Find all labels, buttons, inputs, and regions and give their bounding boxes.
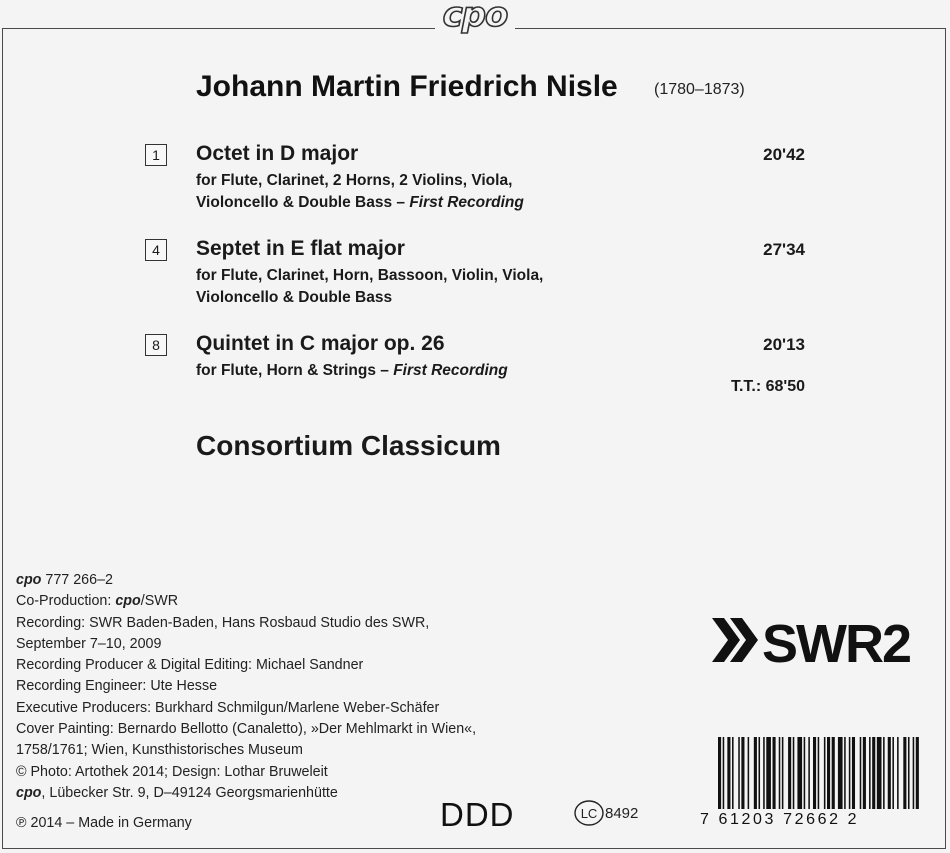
barcode-bar <box>897 737 899 809</box>
barcode-bar <box>773 737 776 809</box>
producer-line: Recording Producer & Digital Editing: Michael Sandner <box>16 657 364 674</box>
barcode-bar <box>732 737 734 809</box>
ean-barcode <box>718 737 922 809</box>
recording-line: Recording: SWR Baden-Baden, Hans Rosbaud Studio des SWR, <box>16 614 430 631</box>
barcode-bar <box>793 737 795 809</box>
copyright-line: ℗ 2014 – Made in Germany <box>16 815 192 831</box>
cpo-wordmark: cpo <box>16 572 42 588</box>
first-recording-note: First Recording <box>409 194 524 211</box>
barcode-bar <box>832 737 835 809</box>
swr2-logo <box>710 610 910 670</box>
track-title: Octet in D major <box>196 142 359 165</box>
track-duration: 20'13 <box>763 335 805 354</box>
barcode-bar <box>852 737 855 809</box>
track-instrumentation <box>196 360 508 382</box>
barcode-bar <box>908 737 910 809</box>
barcode-bar <box>727 737 730 809</box>
instrumentation-line <box>196 287 543 309</box>
barcode-bar <box>804 737 806 809</box>
track-instrumentation <box>196 170 524 214</box>
instrumentation-line: for Flute, Clarinet, 2 Horns, 2 Violins, Viola, <box>196 172 513 189</box>
barcode-bar <box>754 737 757 809</box>
cover-painting-line: Cover Painting: Bernardo Bellotto (Canaletto), »Der Mehlmarkt in Wien«, <box>16 721 477 738</box>
cpo-logo <box>0 0 950 35</box>
barcode-digits: 7 61203 72662 2 <box>700 811 860 828</box>
swr2-logo-text: SWR2 <box>762 614 910 670</box>
barcode-bar <box>748 737 750 809</box>
composer-name: Johann Martin Friedrich Nisle <box>196 70 618 103</box>
track-duration: 27'34 <box>763 240 805 259</box>
barcode-bar <box>827 737 830 809</box>
instrumentation-text: for Flute, Horn & Strings – <box>196 362 394 379</box>
track-instrumentation <box>196 265 543 309</box>
barcode-bar <box>788 737 791 809</box>
barcode-bar <box>723 737 725 809</box>
barcode-bar <box>892 737 894 809</box>
label-code-number: 8492 <box>605 805 639 822</box>
instrumentation-text: Violoncello & Double Bass – <box>196 194 410 211</box>
executive-producers-line: Executive Producers: Burkhard Schmilgun/Marlene Weber-Schäfer <box>16 699 440 716</box>
barcode-bar <box>741 737 744 809</box>
barcode-bar <box>782 737 784 809</box>
barcode-bar <box>808 737 810 809</box>
barcode-bar <box>813 737 816 809</box>
label-code-prefix: LC <box>580 806 598 821</box>
address-line <box>16 783 476 804</box>
barcode-bar <box>718 737 721 809</box>
total-time: T.T.: 68'50 <box>730 378 805 395</box>
engineer-line: Recording Engineer: Ute Hesse <box>16 678 218 695</box>
first-recording-note: First Recording <box>393 362 508 379</box>
barcode-bar <box>849 737 851 809</box>
barcode-bar <box>758 737 760 809</box>
barcode-bar <box>877 737 882 809</box>
barcode-bar <box>869 737 871 809</box>
cpo-wordmark: cpo <box>16 784 42 801</box>
composer-dates: (1780–1873) <box>654 81 745 98</box>
barcode-bar <box>818 737 820 809</box>
instrumentation-text: Violoncello & Double Bass <box>196 289 393 306</box>
barcode-bar <box>913 737 915 809</box>
catalog-number <box>16 570 476 591</box>
barcode-bar <box>797 737 802 809</box>
coproduction-partner: /SWR <box>140 593 179 610</box>
barcode-bar <box>916 737 919 809</box>
credits-block <box>16 570 476 804</box>
barcode-bar <box>883 737 885 809</box>
coproduction-label: Co-Production: <box>16 593 116 610</box>
barcode-bar <box>872 737 875 809</box>
barcode-bar <box>844 737 846 809</box>
barcode-bar <box>763 737 765 809</box>
coproduction-line <box>16 591 476 612</box>
barcode-bar <box>903 737 906 809</box>
barcode-bar <box>766 737 771 809</box>
barcode-bar <box>888 737 891 809</box>
barcode-bar <box>824 737 826 809</box>
track-number: 8 <box>145 334 167 356</box>
instrumentation-line <box>196 192 524 214</box>
cover-painting-line: 1758/1761; Wien, Kunsthistorisches Museum <box>16 742 303 759</box>
track-title: Quintet in C major op. 26 <box>196 332 445 355</box>
cpo-wordmark: cpo <box>115 593 141 610</box>
instrumentation-line: for Flute, Clarinet, Horn, Bassoon, Violin, Viola, <box>196 267 544 284</box>
ddd-format-mark: DDD <box>440 796 515 833</box>
cpo-logo-text: cpo <box>435 0 516 35</box>
barcode-bar <box>863 737 866 809</box>
track-duration: 20'42 <box>763 145 805 164</box>
label-code-mark <box>573 797 653 829</box>
barcode-bar <box>860 737 862 809</box>
address-text: , Lübecker Str. 9, D–49124 Georgsmarienhütte <box>41 784 338 801</box>
barcode-bar <box>838 737 843 809</box>
catalog-number-text: 777 266–2 <box>41 572 113 588</box>
barcode-bar <box>779 737 781 809</box>
track-number: 1 <box>145 144 167 166</box>
barcode-bar <box>738 737 740 809</box>
track-number: 4 <box>145 239 167 261</box>
instrumentation-line <box>196 360 508 382</box>
ensemble-name: Consortium Classicum <box>196 430 501 461</box>
photo-design-line: © Photo: Artothek 2014; Design: Lothar Bruweleit <box>16 763 328 780</box>
track-title: Septet in E flat major <box>196 237 405 260</box>
recording-date-line: September 7–10, 2009 <box>16 635 162 652</box>
